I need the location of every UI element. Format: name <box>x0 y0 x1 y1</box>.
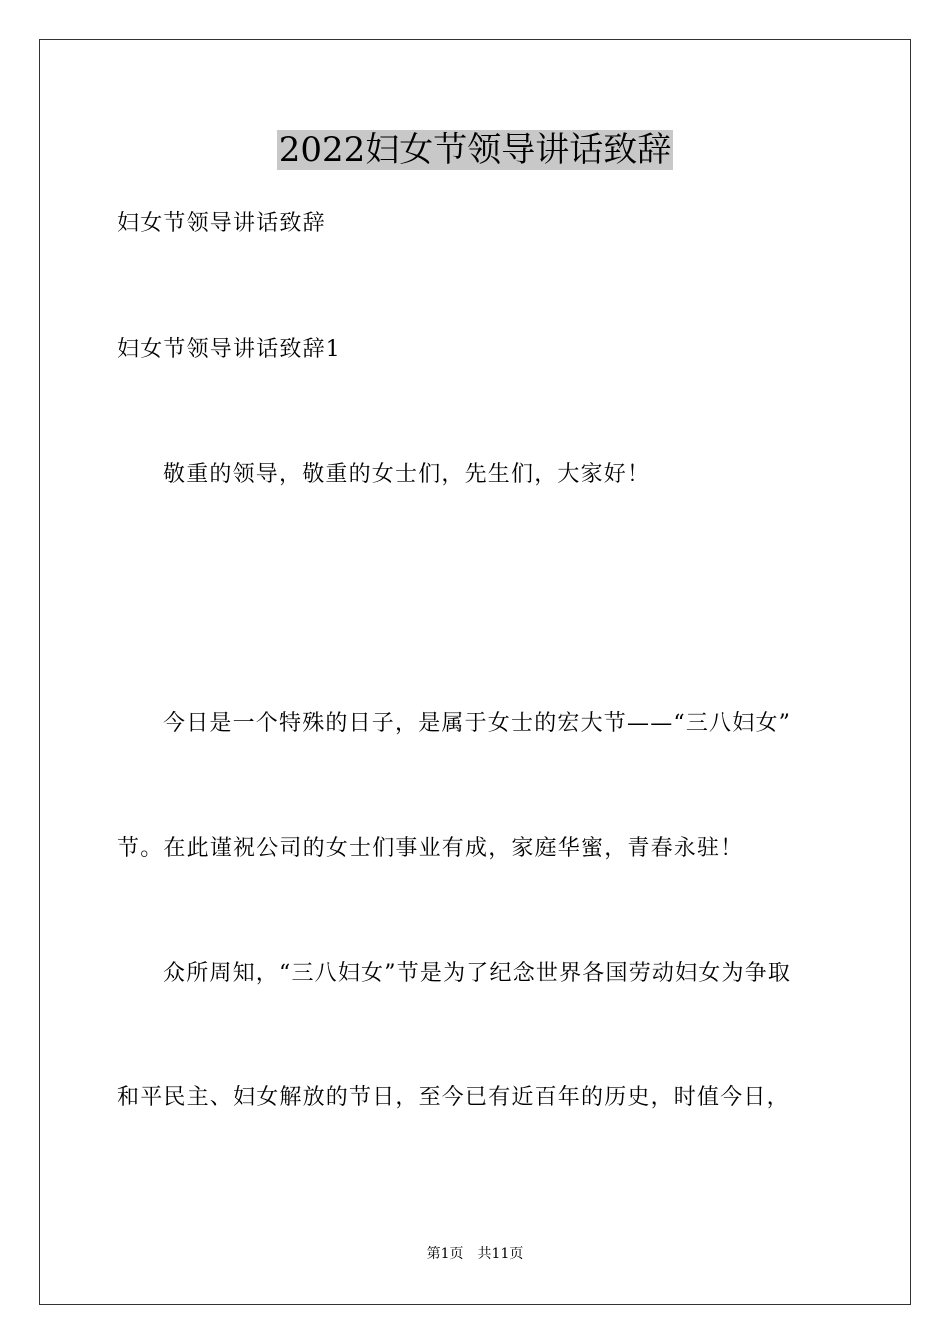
document-subtitle: 妇女节领导讲话致辞 <box>117 211 326 236</box>
page-footer <box>0 1244 950 1264</box>
paragraph-line-3: 节。在此谨祝公司的女士们事业有成，家庭华蜜，青春永驻！ <box>117 836 744 861</box>
paragraph-line-5: 和平民主、妇女解放的节日，至今已有近百年的历史，时值今日， <box>117 1085 790 1110</box>
page-number: 第1页 <box>426 1246 464 1262</box>
section-heading: 妇女节领导讲话致辞1 <box>117 337 341 362</box>
page-total: 共11页 <box>477 1246 524 1262</box>
paragraph-line-4: 众所周知，“三八妇女”节是为了纪念世界各国劳动妇女为争取 <box>163 961 792 986</box>
document-title <box>0 126 950 174</box>
document-title-text: 2022妇女节领导讲话致辞 <box>278 130 672 170</box>
paragraph-line-2: 今日是一个特殊的日子，是属于女士的宏大节——“三八妇女” <box>163 711 792 736</box>
paragraph-line-1: 敬重的领导，敬重的女士们，先生们，大家好！ <box>163 462 651 487</box>
